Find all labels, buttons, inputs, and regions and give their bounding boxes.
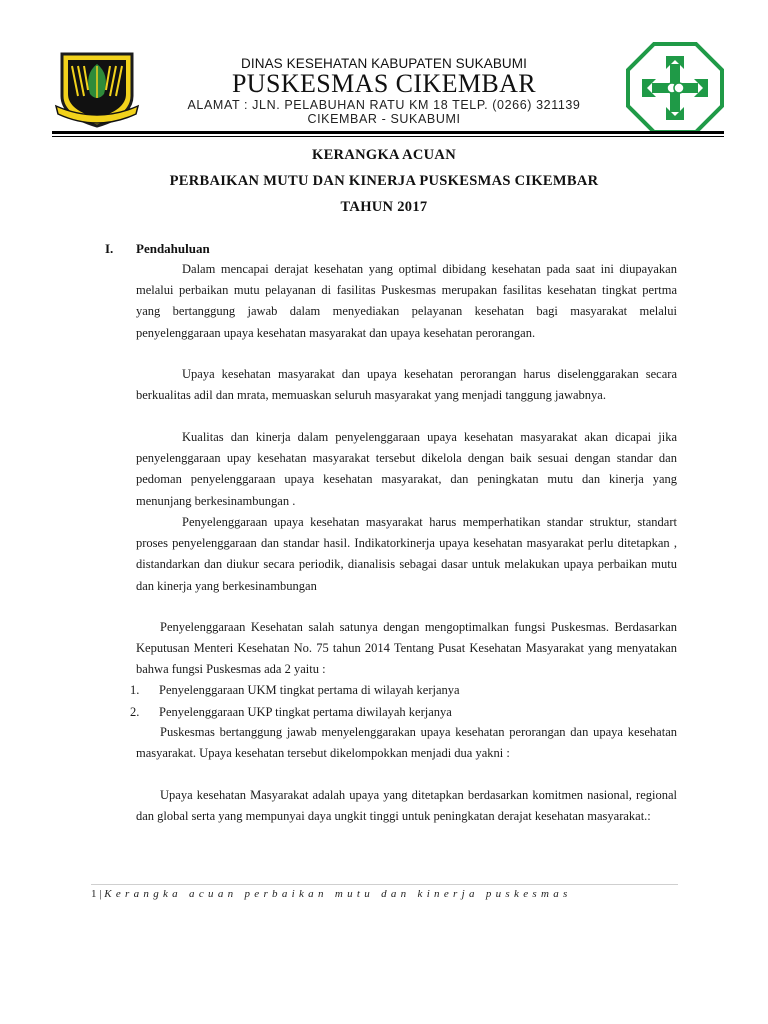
document-subtitle: PERBAIKAN MUTU DAN KINERJA PUSKESMAS CIKEMBAR bbox=[169, 173, 599, 189]
puskesmas-cross-logo-icon bbox=[626, 42, 724, 134]
list-text: Penyelenggaraan UKM tingkat pertama di wilayah kerjanya bbox=[159, 683, 460, 697]
paragraph: Penyelenggaraan Kesehatan salah satunya dengan mengoptimalkan fungsi Puskesmas. Berdasarkan Keputusan Menteri Kesehatan No. 75 tahun 2014 Tentang Pusat Kesehatan Masyarakat yang menyatakan bahwa fungsi Puskesmas ada 2 yaitu : bbox=[136, 620, 677, 677]
paragraph: Kualitas dan kinerja dalam penyelenggaraan upaya kesehatan masyarakat akan dicapai jika penyelenggaraan upay kesehatan masyarakat tersebut dikelola dengan baik sesuai dengan standar dan pedoman penyelenggaraan upaya kesehatan masyarakat, dan peningkatan mutu dan kinerja yang menunjang berkesinambungan . bbox=[136, 430, 677, 508]
section-title: Pendahuluan bbox=[136, 241, 210, 256]
paragraph: Dalam mencapai derajat kesehatan yang optimal dibidang kesehatan pada saat ini diupayakan melalui perbaikan mutu pelayanan di fasilitas Puskesmas merupakan fasilitas kesehatan tingkat pertma yang bertanggung jawab dalam menyediakan pelayanan kesehatan bagi masyarakat melalui penyelenggaraan upaya kesehatan masyarakat dan upaya kesehatan perorangan. bbox=[136, 262, 677, 340]
address-line: ALAMAT : JLN. PELABUHAN RATU KM 18 TELP. (0266) 321139 bbox=[187, 98, 581, 112]
list-number: 2. bbox=[130, 705, 140, 719]
paragraph: Upaya kesehatan Masyarakat adalah upaya yang ditetapkan berdasarkan komitmen nasional, regional dan global serta yang mempunyai daya ungkit tinggi untuk peningkatan derajat kesehatan masyarakat.: bbox=[136, 788, 677, 824]
document-year: TAHUN 2017 bbox=[340, 199, 428, 215]
city-line: CIKEMBAR - SUKABUMI bbox=[307, 112, 461, 126]
list-text: Penyelenggaraan UKP tingkat pertama diwilayah kerjanya bbox=[159, 705, 452, 719]
section-number: I. bbox=[105, 241, 114, 256]
kabupaten-sukabumi-emblem-icon bbox=[52, 50, 142, 130]
footer-text: Kerangka acuan perbaikan mutu dan kinerja puskesmas bbox=[104, 888, 572, 900]
page-footer bbox=[91, 888, 572, 900]
document-title: KERANGKA ACUAN bbox=[312, 147, 456, 163]
letterhead-rule-thick bbox=[52, 131, 724, 134]
agency-name: DINAS KESEHATAN KABUPATEN SUKABUMI bbox=[241, 56, 527, 71]
footer-rule bbox=[91, 884, 678, 885]
letterhead-rule-thin bbox=[52, 136, 724, 137]
paragraph: Penyelenggaraan upaya kesehatan masyarakat harus memperhatikan standar struktur, standart proses penyelenggaraan dan standar hasil. Indikatorkinerja upaya kesehatan masyarakat perlu ditetapkan , distandarkan dan diukur secara periodik, dianalisis sebagai dasar untuk melakukan upaya perbaikan mutu dan kinerja yang berkesinambungan bbox=[136, 515, 677, 593]
list-number: 1. bbox=[130, 683, 140, 697]
paragraph: Puskesmas bertanggung jawab menyelenggarakan upaya kesehatan perorangan dan upaya kesehatan masyarakat. Upaya kesehatan tersebut dikelompokkan menjadi dua yakni : bbox=[136, 725, 677, 761]
puskesmas-name: PUSKESMAS CIKEMBAR bbox=[231, 69, 537, 98]
paragraph: Upaya kesehatan masyarakat dan upaya kesehatan perorangan harus diselenggarakan secara berkualitas adil dan mrata, memuaskan seluruh masyarakat yang menjadi tanggung jawabnya. bbox=[136, 367, 677, 403]
page-number: 1 | bbox=[91, 888, 102, 900]
